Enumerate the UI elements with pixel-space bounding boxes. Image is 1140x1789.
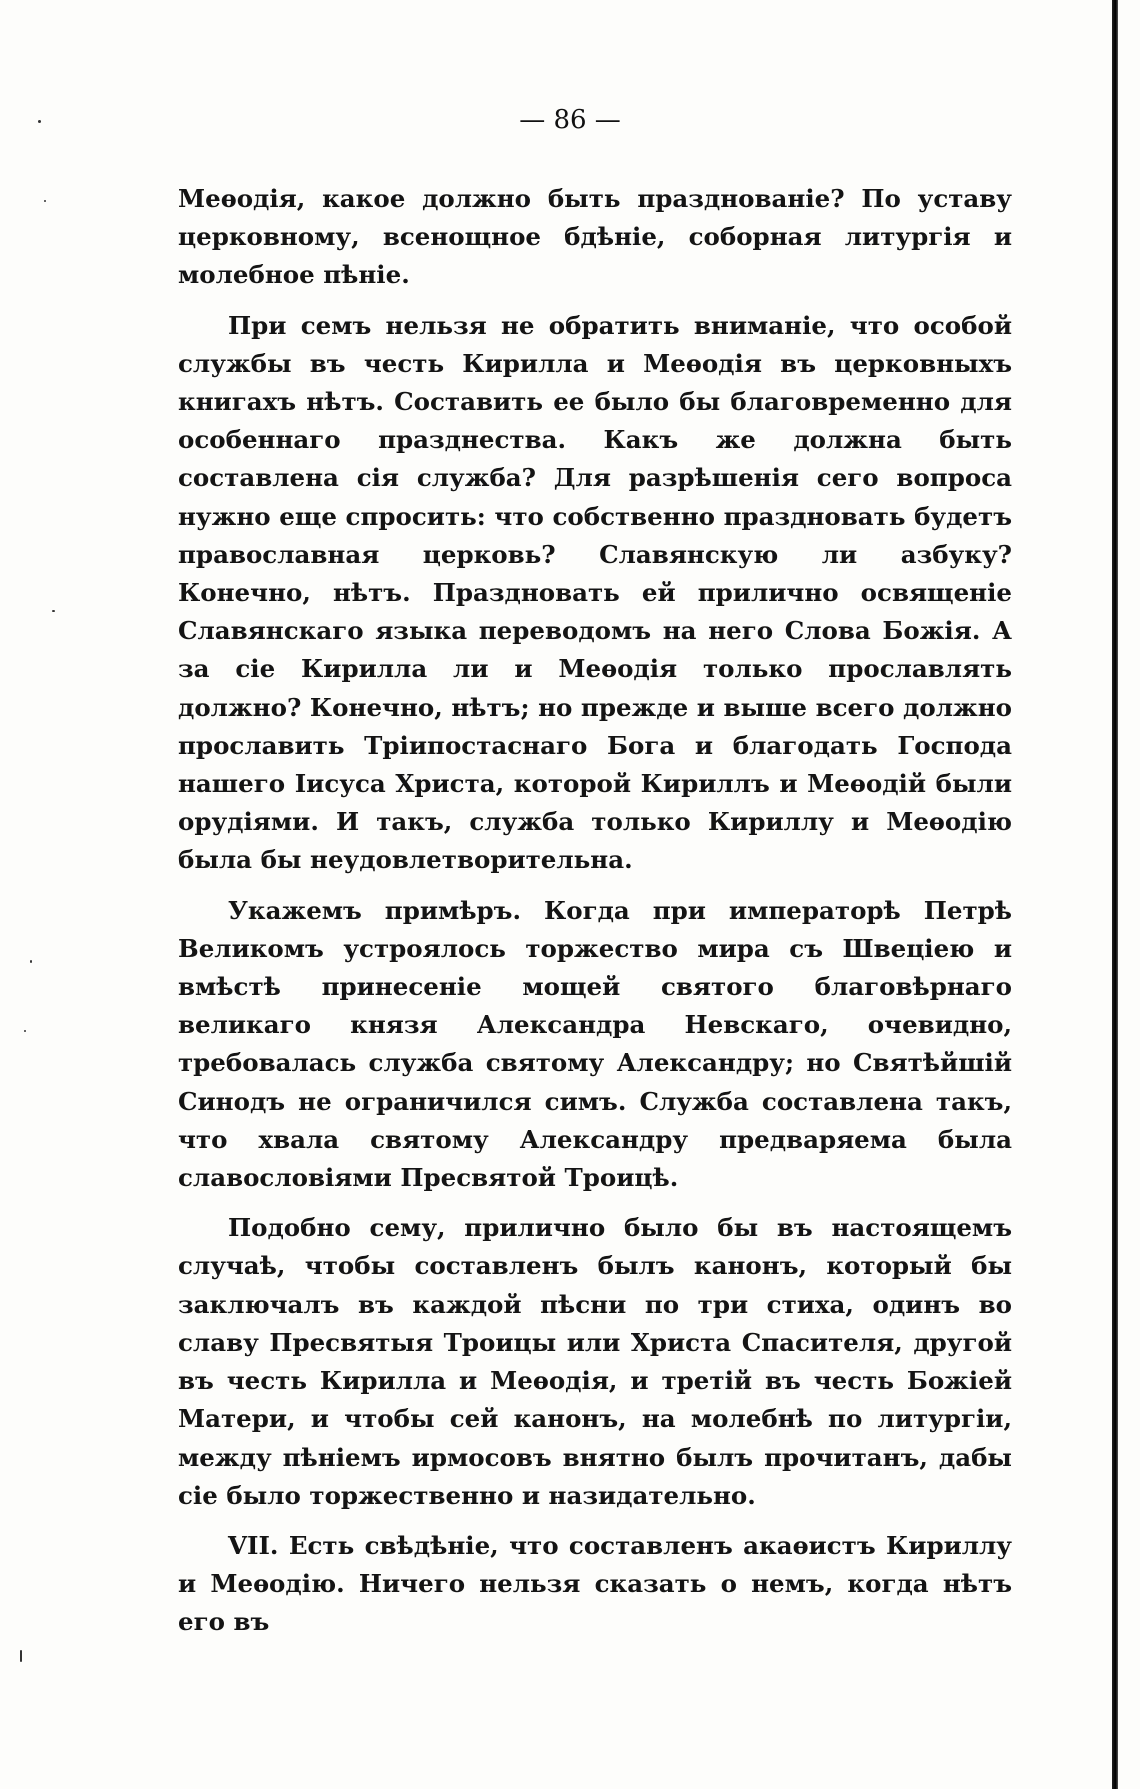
scan-speck — [44, 200, 46, 202]
scan-speck — [30, 960, 32, 963]
scan-speck — [38, 120, 41, 123]
paragraph-2: При семъ нельзя не обратить вниманіе, что особой службы въ честь Кирилла и Меѳодія въ церковныхъ книгахъ нѣтъ. Составить ее было бы благовременно для особеннаго празднества. Какъ же должна быть составлена сія служба? Для разрѣшенія сего вопроса нужно еще спросить: что собственно праздновать будетъ православная церковь? Славянскую ли азбуку? Конечно, нѣтъ. Праздновать ей прилично освященіе Славянскаго языка переводомъ на него Слова Божія. А за сіе Кирилла ли и Меѳодія только прославлять должно? Конечно, нѣтъ; но прежде и выше всего должно прославить Тріипостаснаго Бога и благодать Господа нашего Іисуса Христа, которой Кириллъ и Меѳодій были орудіями. И такъ, служба только Кириллу и Меѳодію была бы неудовлетворительна. — [178, 310, 1012, 875]
binding-edge — [1112, 0, 1118, 1789]
page-text — [178, 180, 1012, 1654]
scan-speck — [24, 1030, 26, 1032]
paragraph-1: Меѳодія, какое должно быть празднованіе? По уставу церковному, всенощное бдѣніе, соборная литургія и молебное пѣніе. — [178, 184, 1012, 290]
paragraph-3: Укажемъ примѣръ. Когда при императорѣ Петрѣ Великомъ устроялось торжество мира съ Швеціею и вмѣстѣ принесеніе мощей святого благовѣрнаго великаго князя Александра Невскаго, очевидно, требовалась служба святому Александру; но Святѣйшій Синодъ не ограничился симъ. Служба составлена такъ, что хвала святому Александру предваряема была славословіями Пресвятой Троицѣ. — [178, 895, 1012, 1193]
paragraph-5: VII. Есть свѣдѣніе, что составленъ акаѳистъ Кириллу и Меѳодію. Ничего нельзя сказать о немъ, когда нѣтъ его въ — [178, 1530, 1012, 1637]
page-number: — 86 — — [519, 105, 621, 135]
paragraph-4: Подобно сему, прилично было бы въ настоящемъ случаѣ, чтобы составленъ былъ канонъ, который бы заключалъ въ каждой пѣсни по три стиха, одинъ во славу Пресвятыя Троицы или Христа Спасителя, другой въ честь Кирилла и Меѳодія, и третій въ честь Божіей Матери, и чтобы сей канонъ, на молебнѣ по литургіи, между пѣніемъ ирмосовъ внятно былъ прочитанъ, дабы сіе было торжественно и назидательно. — [178, 1213, 1012, 1510]
scan-speck — [52, 610, 55, 612]
scan-speck — [20, 1650, 22, 1662]
